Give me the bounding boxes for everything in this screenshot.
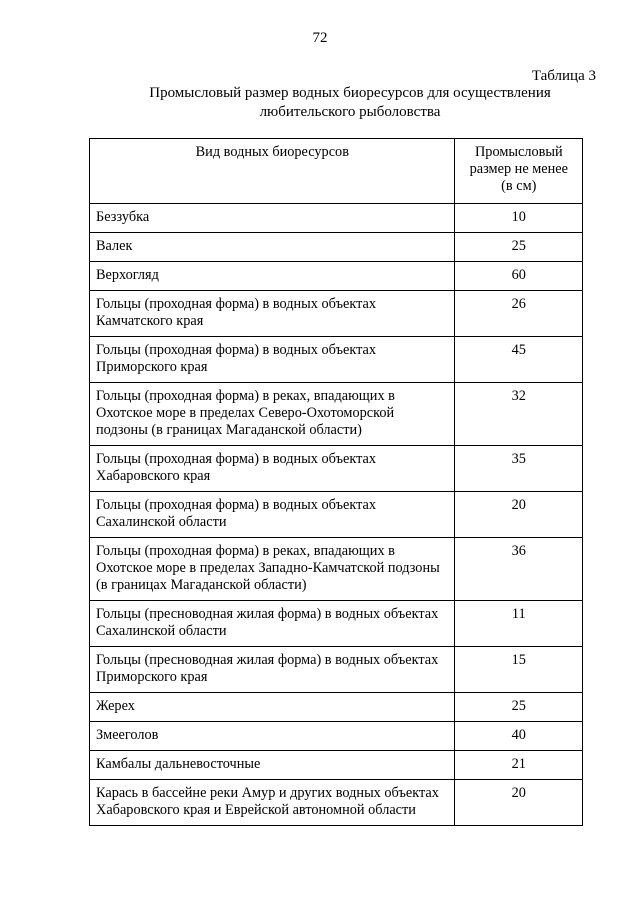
- species-line: Камбалы дальневосточные: [96, 756, 261, 772]
- size-cell: 20: [454, 780, 582, 826]
- species-line: Хабаровского края: [96, 468, 211, 484]
- species-cell: [90, 693, 455, 722]
- species-line: Гольцы (пресноводная жилая форма) в водных объектах: [96, 652, 439, 668]
- table-title: [90, 84, 610, 122]
- species-cell: [90, 233, 455, 262]
- table-row: [90, 262, 583, 291]
- size-cell: 15: [454, 647, 582, 693]
- species-line: Верхогляд: [96, 267, 159, 283]
- species-line: Приморского края: [96, 669, 208, 685]
- species-cell: [90, 383, 455, 446]
- species-line: Змееголов: [96, 727, 159, 743]
- species-line: Карась в бассейне реки Амур и других водных объектах: [96, 785, 439, 801]
- size-cell: 25: [454, 233, 582, 262]
- species-line: Гольцы (проходная форма) в водных объектах: [96, 342, 376, 358]
- species-line: подзоны (в границах Магаданской области): [96, 422, 362, 438]
- table-row: [90, 337, 583, 383]
- species-cell: [90, 722, 455, 751]
- species-cell: [90, 204, 455, 233]
- species-line: Беззубка: [96, 209, 150, 225]
- table-row: [90, 780, 583, 826]
- size-cell: 11: [454, 601, 582, 647]
- table-row: [90, 492, 583, 538]
- species-line: Сахалинской области: [96, 514, 227, 530]
- species-line: Гольцы (проходная форма) в водных объектах: [96, 451, 376, 467]
- size-cell: 60: [454, 262, 582, 291]
- size-column-header: [454, 139, 582, 204]
- species-line: Охотское море в пределах Северо-Охотоморской: [96, 405, 395, 421]
- species-line: Гольцы (проходная форма) в реках, впадающих в: [96, 388, 395, 404]
- species-line: Валек: [96, 238, 133, 254]
- fishing-size-table: [89, 138, 583, 826]
- table-header-row: [90, 139, 583, 204]
- table-row: [90, 233, 583, 262]
- size-cell: 25: [454, 693, 582, 722]
- species-cell: [90, 751, 455, 780]
- species-line: (в границах Магаданской области): [96, 577, 307, 593]
- table-label: Таблица 3: [531, 68, 596, 84]
- table-row: [90, 601, 583, 647]
- species-line: Гольцы (проходная форма) в водных объектах: [96, 296, 376, 312]
- size-header-line: Промысловый: [474, 144, 563, 160]
- table-row: [90, 647, 583, 693]
- table-title-line: Промысловый размер водных биоресурсов для осуществления: [149, 85, 551, 101]
- table-title-line: любительского рыболовства: [259, 104, 441, 120]
- table-row: [90, 693, 583, 722]
- size-cell: 10: [454, 204, 582, 233]
- table-row: [90, 538, 583, 601]
- size-cell: 35: [454, 446, 582, 492]
- size-cell: 21: [454, 751, 582, 780]
- size-cell: 32: [454, 383, 582, 446]
- size-header-line: размер не менее: [469, 161, 568, 177]
- table-row: [90, 751, 583, 780]
- table-row: [90, 722, 583, 751]
- species-cell: [90, 780, 455, 826]
- species-line: Сахалинской области: [96, 623, 227, 639]
- page-number: 72: [312, 30, 328, 46]
- species-line: Гольцы (проходная форма) в водных объектах: [96, 497, 376, 513]
- species-column-header: Вид водных биоресурсов: [90, 139, 455, 204]
- table-row: [90, 291, 583, 337]
- table-row: [90, 204, 583, 233]
- species-cell: [90, 291, 455, 337]
- species-line: Гольцы (проходная форма) в реках, впадающих в: [96, 543, 395, 559]
- species-line: Камчатского края: [96, 313, 204, 329]
- size-cell: 26: [454, 291, 582, 337]
- size-cell: 36: [454, 538, 582, 601]
- size-cell: 20: [454, 492, 582, 538]
- size-cell: 40: [454, 722, 582, 751]
- species-line: Охотское море в пределах Западно-Камчатской подзоны: [96, 560, 440, 576]
- species-cell: [90, 492, 455, 538]
- table-row: [90, 446, 583, 492]
- species-cell: [90, 262, 455, 291]
- species-line: Жерех: [96, 698, 135, 714]
- species-line: Гольцы (пресноводная жилая форма) в водных объектах: [96, 606, 439, 622]
- species-cell: [90, 446, 455, 492]
- species-cell: [90, 601, 455, 647]
- table-body: [90, 204, 583, 826]
- size-cell: 45: [454, 337, 582, 383]
- table-row: [90, 383, 583, 446]
- species-line: Хабаровского края и Еврейской автономной области: [96, 802, 416, 818]
- size-header-line: (в см): [501, 178, 537, 194]
- species-cell: [90, 337, 455, 383]
- species-line: Приморского края: [96, 359, 208, 375]
- species-cell: [90, 647, 455, 693]
- species-cell: [90, 538, 455, 601]
